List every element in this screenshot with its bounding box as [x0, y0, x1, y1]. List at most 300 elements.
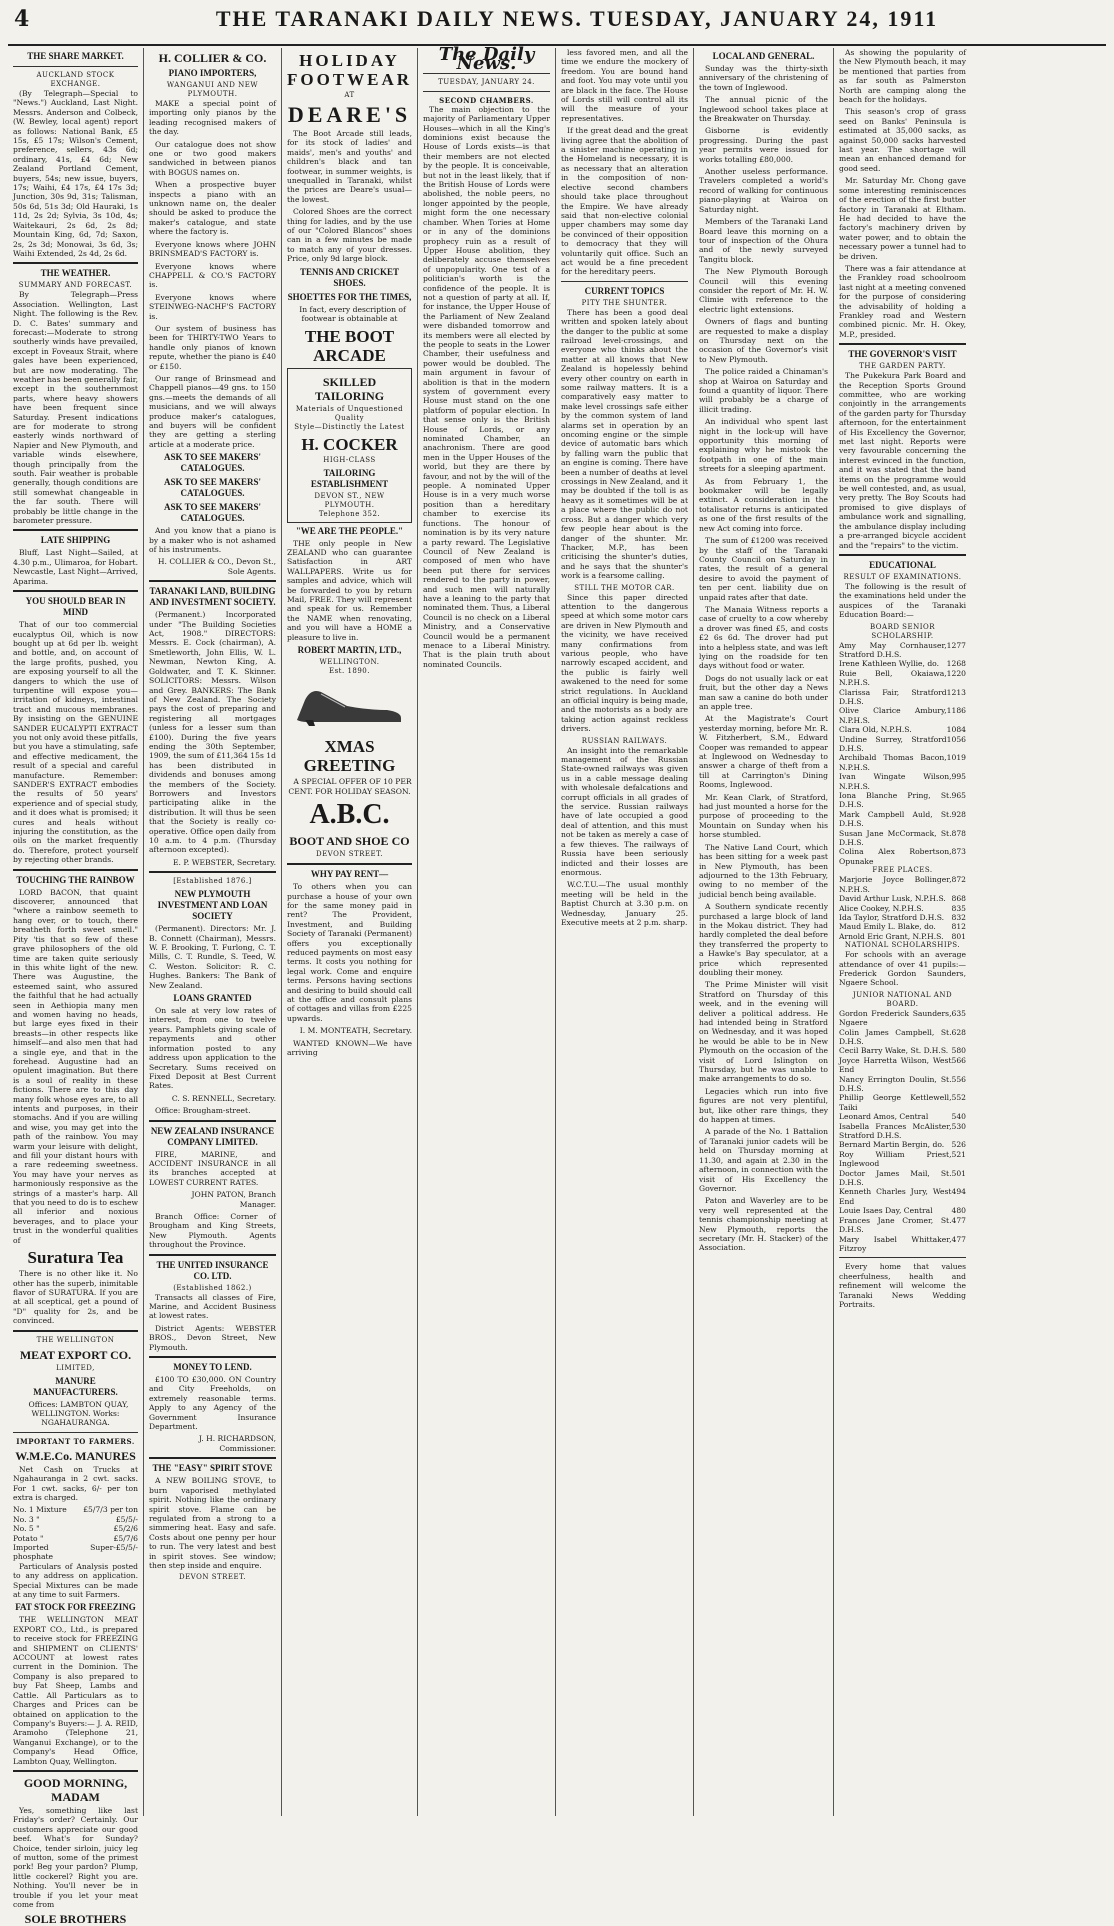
wctu-notice: W.C.T.U.—The usual monthly meeting will be held in the Baptist Church at 3.30 p.m. on Wednesday, January 25. Executive meets at 2 p.m. sharp.: [561, 880, 688, 927]
result-name: Isabella Frances McAlister, Stratford D.H.S.: [839, 1121, 952, 1141]
result-value: £5/2/6: [113, 1524, 138, 1534]
loans-heading: LOANS GRANTED: [173, 993, 252, 1004]
collier-p9: And you know that a piano is by a maker who is not ashamed of his instruments.: [149, 526, 276, 555]
result-row: [839, 1187, 966, 1206]
junior-national-list: [839, 1009, 966, 1254]
closing-line: Every home that values cheerfulness, health and refinement will welcome the Taranaki News Wedding Portraits.: [839, 1262, 966, 1309]
issue-date: TUESDAY, JANUARY 24.: [438, 77, 535, 86]
governor-visit-heading: THE GOVERNOR'S VISIT: [848, 349, 957, 360]
result-value: 566: [951, 1055, 966, 1065]
rent-sign: I. M. MONTEATH, Secretary.: [299, 1026, 412, 1036]
column-2: [144, 48, 282, 1816]
manure-heading: MANURE MANUFACTURERS.: [33, 1375, 118, 1397]
collier-p1: MAKE a special point of importing only pianos by the leading recognised makers of the day.: [149, 99, 276, 137]
tld-body: (Permanent.) Incorporated under "The Building Societies Act, 1908." DIRECTORS: Messrs. E. Cock (chairman), A. Smetleworth, John Ellis, W. L. Newman, Newton King, A. Goldwater, and T. K. Skinner. SOLICITORS: Messrs. Wilson and Grey. BANKERS: The Bank of New Zealand. The Society pays the cost of preparing and registering all mortgages (unless for a lesser sum than £100). During the five years ending the 30th September, 1909, the sum of £11,364 15s 1d has been distributed in dividends and bonuses among the members of the Society. Borrowers and Investors participating alike in the distribution. It will thus be seen that the Society is really co-operative. Office open daily from 10 a.m. to 4 p.m. (Thursday afternoon excepted).: [149, 610, 276, 855]
garden-party-heading: THE GARDEN PARTY.: [859, 362, 946, 371]
result-name: Frances Jane Cromer, St. D.H.S.: [839, 1215, 952, 1235]
collier-location: WANGANUI AND NEW PLYMOUTH.: [166, 81, 259, 98]
result-name: Roy William Priest, Inglewood: [839, 1149, 952, 1169]
collier-p6: Everyone knows where STEINWEG-NACHF'S FACTORY is.: [149, 292, 276, 321]
rent-heading: WHY PAY RENT—: [310, 869, 389, 880]
divider: [149, 1254, 276, 1256]
column-6: [694, 48, 834, 1816]
divider: [13, 590, 138, 592]
local-item: There was a fair attendance at the Frankley road schoolroom last night at a meeting convened for the purpose of considering the advisability of holding a Frankley road and Western combined picnic. Mr. H. Okey, M.P., presided.: [839, 263, 966, 339]
stock-exchange-subheading: AUCKLAND STOCK EXCHANGE.: [36, 71, 115, 88]
result-name: Gordon Frederick Saunders, Ngaere: [839, 1008, 952, 1028]
result-name: Ivan Wingate Wilson, N.P.H.S.: [839, 772, 952, 791]
nzi-sign: JOHN PATON, Branch Manager.: [191, 1190, 276, 1209]
divider: [287, 863, 412, 865]
nzi-heading: NEW ZEALAND INSURANCE COMPANY LIMITED.: [150, 1125, 275, 1147]
result-row: [839, 1046, 966, 1055]
result-name: Kenneth Charles Jury, West End: [839, 1187, 952, 1206]
established-1876: [Established 1876.]: [173, 877, 252, 886]
collier-sign: H. COLLIER & CO., Devon St., Sole Agents.: [157, 557, 276, 576]
local-item: Dogs do not usually lack or eat fruit, but the other day a News man saw a canine do both under an apple tree.: [699, 673, 828, 711]
result-value: 965: [951, 791, 966, 801]
divider: [839, 554, 966, 556]
result-name: Olive Clarice Ambury, N.P.H.S.: [839, 706, 947, 725]
result-name: Phillip George Kettlewell, Taiki: [839, 1093, 952, 1112]
result-value: 868: [951, 894, 966, 904]
local-item: Legacies which run into five figures are not very plentiful, but, like other rare things, they do happen at times.: [699, 1086, 828, 1125]
divider: [13, 1330, 138, 1332]
result-value: 540: [951, 1112, 966, 1122]
result-name: Archibald Thomas Bacon, N.P.H.S.: [839, 753, 947, 772]
nzi-body: FIRE, MARINE, and ACCIDENT INSURANCE in all its branches accepted at LOWEST CURRENT RATES.: [149, 1149, 276, 1187]
discount-line: A SPECIAL OFFER OF 10 PER CENT. FOR HOLIDAY SEASON.: [288, 777, 412, 796]
collier-p3: When a prospective buyer inspects a piano with an unknown name on, the dealer should be asked to produce the maker's catalogue, and state where the factory is.: [149, 180, 276, 237]
result-value: 526: [951, 1140, 966, 1150]
result-row: [839, 1075, 966, 1094]
local-item: At the Magistrate's Court yesterday morning, before Mr. R. W. Fitzherbert, S.M., Edward Cooper was remanded to appear at Inglewood on Wednesday to answer a charge of theft from a till at Carrington's Dining Rooms, Inglewood.: [699, 714, 828, 790]
deares-p3: In fact, every description of footwear is obtainable at: [299, 304, 406, 324]
martin-heading: ROBERT MARTIN, LTD.,: [297, 644, 402, 655]
current-topics-heading: CURRENT TOPICS: [584, 285, 665, 296]
united-body: Transacts all classes of Fire, Marine, and Accident Business at lowest rates.: [149, 1292, 276, 1321]
result-value: 872: [951, 875, 966, 885]
tld-sign: E. P. WEBSTER, Secretary.: [172, 857, 276, 867]
meat-export-sub: LIMITED,: [56, 1363, 95, 1372]
local-item: The sum of £1200 was received by the staff of the Taranaki County Council on Saturday in rates, the result of a general desire to avoid the payment of ten per cent. liability due on unpaid rates after that date.: [699, 536, 828, 602]
exam-results-heading: RESULT OF EXAMINATIONS.: [843, 572, 962, 581]
result-name: Mary Isabel Whittaker, Fitzroy: [839, 1234, 952, 1253]
result-row: [839, 922, 966, 931]
second-chambers-body: The main objection to the majority of Parliamentary Upper Houses—which in all the King's dominions exist because the House of Lords exists—is that their members are not elected by the people. It is conceivable, but not in the least likely, that if the British House of Lords were abolished, the noble peers, no longer appointed by the people, might form the one necessary chamber. When Tories at Home or in any of the dominions prophecy ruin as a result of Upper House abolition, they deliberately accuse themselves of unpopularity. One test of a politician's worth is the confidence of the people. It is not a question of party at all. If, for instance, the Upper House of the Parliament of New Zealand were disbanded tomorrow and its members were all elected by the people to seats in the Lower Chamber, their usefulness and power would be doubled. The main argument in favour of abolition is that in the modern system of government every House must stand on the one platform of popular election. In that sense only is the British House of Lords, or any nominated Chamber, an anachronism. There are good men in the Upper Houses of the world, but they are there by favour, and not by the will of the people. A nominated Upper House is in a very much worse position than a hereditary chamber to exercise its functions. The honour of nomination is by its very nature a party reward. The Legislative Council of New Zealand is composed of men who have been put there for services rendered to the party in power, and such men will naturally have a leaning to the party that nominated them. Thus, a Liberal Council is no check on a Liberal Ministry, and a Conservative Council would be a permanent menace to a Liberal Ministry. That is the plain truth about nominated Councils.: [423, 104, 550, 669]
result-row: [839, 1235, 966, 1254]
result-name: Potato ": [13, 1533, 44, 1543]
result-row: [839, 1169, 966, 1188]
free-places-list: [839, 875, 966, 941]
result-name: Joyce Harretta Wilson, West End: [839, 1055, 952, 1075]
result-row: [13, 1524, 138, 1533]
style-line: Style—Distinctly the Latest: [294, 422, 405, 431]
deares-p1: The Boot Arcade still leads, for its stock of ladies' and maids', men's and youths' and children's black and tan footwear, in summer weights, is unequalled in Taranaki, whilst the prices are Deare's usual—the lowest.: [287, 129, 412, 204]
people-heading: "WE ARE THE PEOPLE.": [295, 525, 404, 536]
result-name: No. 3 ": [13, 1514, 40, 1524]
result-name: Amy May Cornhauser, Stratford D.H.S.: [839, 640, 947, 659]
result-value: 995: [951, 772, 966, 782]
farmers-heading: IMPORTANT TO FARMERS.: [16, 1436, 135, 1446]
result-value: 521: [951, 1149, 966, 1159]
local-item: A Southern syndicate recently purchased a large block of land in the Mokau district. They had hardly completed the deal before they transferred the property to a Hawke's Bay speculator, at a price which represented doubling their money.: [699, 902, 828, 977]
result-row: [13, 1543, 138, 1562]
share-market-heading: THE SHARE MARKET.: [27, 51, 124, 61]
national-scholarships-body: For schools with an average attendance of over 41 pupils:—Frederick Gordon Saunders, Ngaere School.: [839, 950, 966, 988]
result-name: Louie Isaes Day, Central: [839, 1206, 933, 1216]
mixture-price-list: [13, 1505, 138, 1561]
easy-stove-body: A NEW BOILING STOVE, to burn vaporised methylated spirit. Nothing like the ordinary spirit stove. Flame can be regulated from a strong to a simmering heat. Easy and safe. Costs about one penny per hour to run. The very latest and best in spirit stoves. See window; then step inside and enquire.: [149, 1476, 276, 1570]
catalogues-line-1: ASK TO SEE MAKERS' CATALOGUES.: [164, 452, 261, 474]
catalogues-line-2: ASK TO SEE MAKERS' CATALOGUES.: [164, 477, 261, 499]
divider: [561, 281, 688, 282]
shipping-body: Bluff, Last Night—Sailed, at 4.30 p.m., Ulimaroa, for Hobart. Newcastle, Last Night—Arrived, Aparima.: [13, 548, 138, 586]
result-row: [839, 810, 966, 829]
result-row: [839, 1150, 966, 1169]
nzi-office: Branch Office: Corner of Brougham and King Streets, New Plymouth. Agents throughout the Province.: [149, 1211, 276, 1250]
column-1: [8, 48, 144, 1926]
meat-offices: Offices: LAMBTON QUAY, WELLINGTON. Works: NGAHAURANGA.: [28, 1399, 129, 1428]
masthead-title: THE TARANAKI DAILY NEWS. TUESDAY, JANUARY 24, 1911: [215, 6, 939, 31]
local-item: The Native Land Court, which has been sitting for a week past in New Plymouth, has been adjourned to the 13th February, owing to no member of the judicial bench being available.: [699, 842, 828, 899]
paper-name: The Daily News.: [438, 44, 535, 75]
result-value: 635: [951, 1008, 966, 1018]
suratura-heading: Suratura Tea: [27, 1248, 124, 1268]
senior-scholarship-heading: BOARD SENIOR SCHOLARSHIP.: [870, 622, 935, 640]
result-row: [13, 1534, 138, 1543]
meat-pre: THE WELLINGTON: [36, 1335, 115, 1344]
result-value: 530: [951, 1121, 966, 1131]
abc-subheading: BOOT AND SHOE CO: [289, 834, 410, 849]
loans-body: On sale at very low rates of interest, from one to twelve years. Pamphlets giving scale of repayments and other information posted to any address upon application to the Secretary. Sums received on Fixed Deposit at Best Current Rates.: [149, 1006, 276, 1091]
devon-line: DEVON ST., NEW PLYMOUTH.: [314, 491, 385, 509]
local-item: A parade of the No. 1 Battalion of Taranaki junior cadets will be held on Thursday morning at 11.30, and again at 2.30 in the afternoon, in connection with the visit of His Excellency the Governor.: [699, 1127, 828, 1193]
collier-sub: PIANO IMPORTERS,: [168, 68, 257, 78]
result-value: 1213: [946, 687, 966, 697]
local-item: The Prime Minister will visit Stratford on Thursday of this week, and in the evening will deliver a political address. He had intended being in Stratford on Wednesday, and it was hoped he would be able to be in New Plymouth on the occasion of the visit of Lord Islington on Thursday, but he was unable to make arrangements to do so.: [699, 980, 828, 1084]
result-row: [839, 1140, 966, 1149]
result-value: £5/5/-: [115, 1514, 138, 1524]
result-name: David Arthur Lusk, N.P.H.S.: [839, 894, 946, 904]
pity-shunter-body: There has been a good deal written and spoken lately about the danger to the public at some railroad level-crossings, and everyone who thinks about the matter at all knows that New Zealand is hopelessly behind every other country on earth in some railway matters. It is a comparatively easy matter to make level crossings safe either by the common system of land alarms set in operation by an oncoming engine or the simple device of automatic bars which by falling warn the public that an engine is coming. There have been a number of deaths at level crossings in New Zealand, and it may be doubted if the toll is as heavy as it sometimes will be at a place where the public do not cross. But a danger which very few people hear about is the danger of the shunter. Mr. Thacker, M.P., has been criticising the shunter's duties, and he says that the shunter's work is a fearsome calling.: [561, 307, 688, 581]
local-item: Paton and Waverley are to be very well represented at the tennis championship meeting at New Plymouth, reports the secretary (Mr. H. Stacker) of the Association.: [699, 1196, 828, 1253]
divider: [13, 529, 138, 531]
masthead: [8, 6, 1106, 46]
local-item: Gisborne is evidently progressing. During the past year permits were issued for works totalling £80,000.: [699, 126, 828, 164]
divider: [13, 1770, 138, 1772]
collier-p2: Our catalogue does not show one or two good makers sandwiched in between pianos with BOGUS names on.: [149, 139, 276, 177]
result-row: [839, 688, 966, 707]
local-item: The annual picnic of the Inglewood school takes place at the Breakwater on Thursday.: [699, 95, 828, 124]
divider: [149, 871, 276, 873]
result-name: Colin James Campbell, St. D.H.S.: [839, 1027, 952, 1046]
result-name: Clarissa Fair, Stratford D.H.S.: [839, 687, 947, 706]
result-name: Leonard Amos, Central: [839, 1112, 929, 1122]
result-value: 1277: [946, 640, 966, 650]
united-established: (Established 1862.): [173, 1283, 252, 1292]
result-value: 501: [951, 1168, 966, 1178]
result-value: 1084: [946, 725, 966, 735]
result-row: [839, 725, 966, 734]
result-name: Undine Surrey, Stratford D.H.S.: [839, 734, 947, 753]
second-chambers-heading: SECOND CHAMBERS.: [439, 95, 534, 105]
local-item: The New Plymouth Borough Council will this evening consider the report of Mr. H. W. Climie with reference to the electric light extensions.: [699, 267, 828, 314]
good-morning-body: Yes, something like last Friday's order? Certainly. Our customers appreciate our good beef. What's for Sunday? Choice, tender sirloin, juicy leg of mutton, some of the primest pork! Beg your pardon? Plump, little cockerel? Right you are. Nothing. You'll never be in trouble if you let your meat come from: [13, 1805, 138, 1909]
weather-heading: THE WEATHER.: [40, 268, 111, 279]
divider: [149, 1120, 276, 1122]
result-value: 552: [951, 1093, 966, 1103]
result-name: Bernard Martin Bergin, do.: [839, 1140, 945, 1150]
suratura-body: There is no other like it. No other has the superb, inimitable flavor of SURATURA. If you are at all sceptical, get a pound of "D" quality for 2s, and be convinced.: [13, 1269, 138, 1326]
result-row: [839, 932, 966, 941]
local-item: Owners of flags and bunting are requested to make a display on Thursday next on the occasion of the Governor's visit to New Plymouth.: [699, 317, 828, 364]
result-name: Iona Blanche Pring, St. D.H.S.: [839, 791, 952, 810]
collier-p5: Everyone knows where CHAPPELL & CO.'S FACTORY is.: [149, 261, 276, 290]
at-label: AT: [344, 91, 355, 99]
meat-export-heading: MEAT EXPORT CO.: [19, 1347, 132, 1362]
highclass-line: HIGH-CLASS: [323, 455, 376, 464]
result-name: Imported Super-phosphate: [13, 1543, 116, 1562]
npi-heading: NEW PLYMOUTH INVESTMENT AND LOAN SOCIETY: [157, 889, 268, 922]
local-item: Mr. Saturday Mr. Chong gave some interesting reminiscences of the erection of the first butter factory in Taranaki at Eltham. He had decided to have the factory's machinery driven by water power, and to obtain the necessary power a tunnel had to be driven.: [839, 176, 966, 261]
russian-railways-body: An insight into the remarkable management of the Russian State-owned railways was given us in a cable message dealing with wholesale defalcations and corrupt officials in all grades of the service. Russian railways have of late occupied a good deal of attention, and this must not be taken as merely a case of a few thieves. The railways of Russia have been seriously indicted and their losses are enormous.: [561, 745, 688, 877]
result-row: [839, 1028, 966, 1047]
fat-stock-body: THE WELLINGTON MEAT EXPORT CO., Ltd., is prepared to receive stock for FREEZING and SHIPMENT on CLIENTS' ACCOUNT at lowest rates current in the Dominion. The Company is also prepared to buy Fat Sheep, Lambs and Cattle. All Particulars as to Charges and Prices can be obtained on application to the Company's Buyers:— J. A. REID, Aramoho (Telephone 21, Wanganui Exchange), or to the Company's Head Office, Lambton Quay, Wellington.: [13, 1615, 138, 1766]
good-morning-heading: GOOD MORNING, MADAM: [23, 1775, 128, 1804]
result-value: £5/5/-: [115, 1543, 138, 1552]
result-value: 556: [951, 1074, 966, 1084]
result-name: Cecil Barry Wake, St. D.H.S.: [839, 1046, 949, 1056]
martin-location: WELLINGTON.: [319, 657, 380, 666]
result-row: [839, 1056, 966, 1075]
result-name: No. 5 ": [13, 1524, 40, 1534]
collier-p7: Our system of business has been for THIRTY-TWO Years to handle only pianos of known repute, whether the piano is £40 or £150.: [149, 323, 276, 371]
result-row: [839, 659, 966, 668]
result-row: [839, 1122, 966, 1141]
local-item: The Manaia Witness reports a case of cruelty to a cow whereby a drover was fined £5, and costs £2 6s 6d. The drover had put into a helpless state, and was left lying on the roadside for ten days without food or water.: [699, 604, 828, 671]
result-row: [13, 1505, 138, 1514]
result-value: 1220: [946, 668, 966, 678]
bear-in-mind-heading: YOU SHOULD BEAR IN MIND: [25, 596, 126, 618]
deares-p2: Colored Shoes are the correct thing for ladies, and by the use of our "Colored Blancos" shoes can in a few minutes be made to match any of your dresses. Price, only 9d large block.: [287, 207, 412, 264]
bear-in-mind-body: That of our too commercial eucalyptus Oil, which is now bought up at 6d per lb. weight and bottle, and, on account of the large profits, pushed, you are exposing yourself to all the dangers to which the use of turpentine will expose you—irritation of kidneys, intestinal tract and mucous membranes. By insisting on the GENUINE SANDER EUCALYPTI EXTRACT you not only avoid these pitfalls, but you have a stimulating, safe and effective medicament, the result of a special and careful manufacture. Remember: SANDER'S EXTRACT embodies the results of 50 years' experience and of special study, and it does what is promised; it cures and heals without injuring the constitution, as the oils on the market frequently do. Therefore, protect yourself by rejecting other brands.: [13, 620, 138, 865]
materials-line: Materials of Unquestioned Quality: [295, 404, 404, 422]
result-row: [839, 735, 966, 754]
result-value: 812: [951, 922, 966, 932]
money-heading: MONEY TO LEND.: [173, 1362, 252, 1373]
result-row: [839, 1206, 966, 1215]
divider: [13, 66, 138, 67]
result-name: Clara Old, N.P.H.S.: [839, 725, 912, 735]
tennis-heading: TENNIS AND CRICKET SHOES.: [299, 266, 400, 288]
local-general-heading: LOCAL AND GENERAL.: [712, 51, 815, 61]
result-value: 873: [951, 847, 966, 857]
establishment-line: TAILORING ESTABLISHMENT: [310, 467, 389, 489]
cocker-name: H. COCKER: [301, 434, 398, 454]
fat-stock-heading: FAT STOCK FOR FREEZING: [15, 1602, 136, 1613]
result-row: [839, 791, 966, 810]
result-row: [13, 1515, 138, 1524]
result-row: [839, 1009, 966, 1028]
result-value: 580: [951, 1046, 966, 1056]
result-row: [839, 772, 966, 791]
cocker-advert: [287, 368, 412, 523]
result-row: [839, 894, 966, 903]
result-value: 1056: [946, 734, 966, 744]
column-3: [282, 48, 418, 1816]
money-sign: J. H. RICHARDSON, Commissioner.: [198, 1434, 276, 1453]
result-row: [839, 706, 966, 725]
divider: [13, 262, 138, 264]
result-row: [839, 904, 966, 913]
divider: [13, 869, 138, 871]
result-value: 801: [951, 931, 966, 941]
result-value: 835: [951, 903, 966, 913]
local-item: The police raided a Chinaman's shop at Wairoa on Saturday and found a quantity of liquor. There will probably be a charge of illicit trading.: [699, 367, 828, 414]
result-name: Arnold Eric Grant, N.P.H.S.: [839, 931, 944, 941]
result-value: 494: [951, 1187, 966, 1197]
pity-shunter-heading: PITY THE SHUNTER.: [581, 298, 668, 307]
result-name: Susan Jane McCormack, St. D.H.S.: [839, 828, 952, 848]
senior-scholarship-list: [839, 641, 966, 867]
exam-intro: The following is the result of the examinations held under the auspices of the Taranaki Education Board:—: [839, 581, 966, 620]
governor-visit-body: The Pukekura Park Board and the Reception Sports Ground committee, who are working conjointly in the arrangements of the garden party for Thursday afternoon, for the entertainment of His Excellency the Governor, met last night. Reports were very favourable concerning the interest evinced in the function, and it was stated that the band items on the programme would be well contested, and, as usual, very pretty. The Boy Scouts had promised to give displays of ambulance work and signalling, the ambulance display including a pre-arranged bicycle accident and the "repairs" to the victim.: [839, 371, 966, 550]
local-item: Mr. Kean Clark, of Stratford, had just mounted a horse for the purpose of proceeding to the Mountain on Sunday when his horse stumbled.: [699, 792, 828, 840]
result-name: Ida Taylor, Stratford D.H.S.: [839, 912, 945, 922]
forecast-subheading: SUMMARY AND FORECAST.: [18, 281, 133, 290]
result-value: 1268: [946, 659, 966, 669]
result-value: 477: [951, 1215, 966, 1225]
money-body: £100 TO £30,000. ON Country and City Freeholds, on extremely reasonable terms. Apply to any Agency of the Government Insurance Department.: [149, 1375, 276, 1432]
analysis-note: Particulars of Analysis posted to any address on application. Special Mixtures can be made at any time to suit Farmers.: [13, 1561, 138, 1600]
boot-arcade-heading: THE BOOT ARCADE: [304, 326, 395, 365]
catalogues-line-3: ASK TO SEE MAKERS' CATALOGUES.: [164, 502, 261, 524]
office-line: Office: Brougham-street.: [155, 1106, 251, 1116]
result-name: Irene Kathleen Wyllie, do.: [839, 659, 940, 669]
result-value: 628: [951, 1027, 966, 1037]
easy-stove-heading: THE "EASY" SPIRIT STOVE: [152, 1463, 273, 1474]
share-market-body: (By Telegraph—Special to "News.") Auckland, Last Night. Messrs. Anderson and Colbeck, (W. Bewley, local agent) report as follows: National Bank, £5 15s, £5 17s; Wilson's Cement, preference, sellers, 43s 6d; ordinary, 41s, £4 6d; New Zealand Portland Cement, buyers, 54s; new issue, buyers, 17s; Waihi, £4 17s, £4 17s 3d; Junction, 30s 9d, 31s; Talisman, 50s 6d, 51s 3d; Old Hauraki, 1s 11d, 2s 2d; Sylvia, 3s 10d, 4s; Waitekauri, 2s 6d, 2s 8d; Mountain King, 6d, 7d; Saxon, 2s, 2s 3d; Monowai, 3s 6d, 3s; Waihi Extended, 2s 4d, 2s 6d.: [13, 89, 138, 258]
divider: [839, 343, 966, 345]
result-row: [839, 669, 966, 688]
russian-railways-heading: RUSSIAN RAILWAYS.: [581, 736, 668, 745]
divider: [149, 1457, 276, 1459]
wanted-line: WANTED KNOWN—We have arriving: [287, 1038, 412, 1058]
result-name: Doctor James Mail, St. D.H.S.: [839, 1168, 952, 1188]
free-places-heading: FREE PLACES.: [872, 866, 933, 875]
sole-brothers: SOLE BROTHERS: [24, 1912, 127, 1926]
ladies-shoe-illustration: [287, 680, 407, 728]
divider: [13, 1432, 138, 1433]
divider: [839, 1257, 966, 1258]
martin-established: Est. 1890.: [328, 666, 370, 675]
result-name: No. 1 Mixture: [13, 1505, 67, 1515]
divider: [149, 1356, 276, 1358]
local-item: An individual who spent last night in the lock-up will have opportunity this morning of explaining why he mistook the footpath in one of the main streets for a sleeping apartment.: [699, 417, 828, 474]
united-heading: THE UNITED INSURANCE CO. LTD.: [156, 1259, 269, 1281]
local-item: As showing the popularity of the New Plymouth beach, it may be mentioned that parties from as far south as Palmerston North are camping along the beach for the holidays.: [839, 48, 966, 105]
column-5: [556, 48, 694, 1816]
collier-p8: Our range of Brinsmead and Chappell pianos—49 gns. to 150 gns.—meets the demands of all musicians, and we will always produce maker's catalogues, and buyers will be confident they are getting a sterling article at a moderate price.: [149, 373, 276, 449]
local-item: This season's crop of grass seed on Banks' Peninsula is estimated at 35,000 sacks, as against 50,000 sacks harvested last year. The shortage will mean an enhanced demand for good seed.: [839, 107, 966, 173]
national-scholarships-heading: NATIONAL SCHOLARSHIPS.: [844, 941, 961, 950]
result-name: Marjorie Joyce Bollinger, N.P.H.S.: [839, 875, 952, 894]
result-row: [839, 847, 966, 866]
npi-body: (Permanent). Directors: Mr. J. B. Connett (Chairman), Messrs. W. F. Brooking, T. Furlong, C. T. Mills, C. T. Rundle, S. Teed, W. C. Weston. Solicitor: R. C. Hughes. Bankers: The Bank of New Zealand.: [149, 924, 276, 990]
result-value: £5/7/3 per ton: [83, 1505, 138, 1515]
result-name: Mark Campbell Auld, St. D.H.S.: [839, 809, 952, 829]
divider: [423, 91, 550, 92]
deares-heading: DEARE'S: [287, 102, 412, 127]
result-value: 1019: [946, 753, 966, 763]
result-row: [839, 913, 966, 922]
result-name: Ruie Bell, Okaiawa, N.P.H.S.: [839, 668, 947, 688]
divider: [149, 580, 276, 582]
educational-heading: EDUCATIONAL: [869, 559, 936, 570]
result-row: [839, 1112, 966, 1121]
abc-location: DEVON STREET.: [315, 850, 384, 859]
result-row: [839, 1216, 966, 1235]
result-value: 928: [951, 809, 966, 819]
shipping-heading: LATE SHIPPING: [40, 535, 111, 546]
result-name: Nancy Errington Doulin, St. D.H.S.: [839, 1074, 952, 1093]
result-row: [839, 829, 966, 848]
columns: [8, 44, 1106, 1926]
local-item: Another useless performance. Travelers completed a world's record of walking for continuous piano-playing at Wairoa on Saturday night.: [699, 167, 828, 214]
editorial-p1: If the great dead and the great living agree that the abolition of a sinister machine operating in the Homeland is necessary, it is as necessary that an alteration in the composition of non-elective second chambers should take place throughout the Empire. We have already said that non-elective colonial upper chambers may some day be convinced of their opposition to democracy that they will voluntarily quit office. Such an act would be a fine precedent for the hereditary peers.: [561, 126, 688, 277]
weather-body: By Telegraph—Press Association. Wellington, Last Night. The following is the Rev. D. C. Bates' summary and forecast:—Moderate to strong southerly winds have prevailed, except in Foveaux Strait, where gales have been experienced, but are now moderating. The weather has been generally fair, except in the southernmost parts, where heavy showers have been frequent since Saturday. Present indications are for moderate to strong easterly winds northward of Napier and New Plymouth, and variable winds elsewhere, though principally from the south. Fair weather is probable generally, though conditions are still somewhat changeable in the far south. There will probably be little change in the barometer pressure.: [13, 290, 138, 526]
telephone-line: Telephone 352.: [318, 509, 381, 518]
result-name: Maud Emily L. Blake, do.: [839, 922, 936, 932]
rainbow-body: LORD BACON, that quaint discoverer, announced that "where a rainbow seemeth to hang over, or to touch, there breatheth forth sweet smell." Pity 'tis that so few of these grave philosophers of the old time are taken quite seriously in this white light of the new. There was Augustine, the esteemed saint, who assured the faithful that he had actually seen in Aethiopia many men and women having no heads, but large eyes fixed in their breasts—in other respects like himself—and also men that had a single eye, and that in the forehead. Augustine had an opulent imagination. But there is a soul of reality in these fictions. There are to this day many folk whose eyes are, to all intents and purposes, in their stomachs. And if you are willing and wise, you may get into the path of the rainbow. You may warm your leisure with delight, and fill your distant hours with a rare redeeming sweetness. You may have your nerves as harmoniously responsive as the strings of a master's harp. All that you need to do is to eschew all inferior and noxious beverages, and to place your trust in the wonderful qualities of: [13, 887, 138, 1245]
holiday-footwear-heading: HOLIDAY FOOTWEAR: [287, 51, 413, 89]
collier-p4: Everyone knows where JOHN BRINSMEAD'S FACTORY is.: [149, 239, 276, 259]
people-body: THE only people in New ZEALAND who can guarantee Satisfaction in ART WALLPAPERS. Write us for samples and advice, which will be forwarded to you by return Mail, FREE. They will represent and speak for us. Remember the NAME when renovating, and you will have a HOME a pleasure to live in.: [287, 538, 412, 642]
result-value: 480: [951, 1206, 966, 1216]
motor-car-body: Since this paper directed attention to the dangerous speed at which some motor cars are driven in New Plymouth and the vicinity, we have received many confirmations from various people, who have narrowly escaped accident, and the public is fairly well awakened to the need for some strict regulations. In Auckland an official inquiry is being made, and the motorists as a body are taking action against reckless drivers.: [561, 592, 688, 734]
united-agents: District Agents: WEBSTER BROS., Devon Street, New Plymouth.: [149, 1323, 276, 1352]
junior-national-heading: JUNIOR NATIONAL AND BOARD.: [852, 990, 953, 1008]
editorial-continued: less favored men, and all the time we endure the mockery of freedom. You are bound hand and foot. You may vote until you are black in the face. The House of Lords still will control all its will the measure of your representatives.: [561, 48, 688, 123]
motor-car-heading: STILL THE MOTOR CAR.: [574, 583, 675, 592]
result-value: 832: [951, 912, 966, 922]
result-row: [839, 1093, 966, 1112]
loans-sign: C. S. RENNELL, Secretary.: [171, 1093, 276, 1103]
abc-heading: A.B.C.: [309, 799, 390, 831]
result-row: [839, 875, 966, 894]
rent-body: To others when you can purchase a house of your own for the same money paid in rent? The Provident, Investment, and Building Society of Taranaki (Permanent) offers you exceptionally reduced payments on most easy terms. It costs you nothing for legal work. Come and enquire terms. Persons having sections and desiring to build should call at the office and consult plans of cottages and villas from £225 upwards.: [287, 882, 412, 1023]
result-value: 477: [951, 1234, 966, 1244]
column-7: [834, 48, 971, 1816]
skilled-tailoring: SKILLED TAILORING: [314, 374, 385, 403]
column-4: [418, 44, 556, 1816]
local-item: As from February 1, the bookmaker will be legally extinct. A consideration in the totalisator returns is anticipated as one of the first results of the new Act coming into force.: [699, 476, 828, 533]
local-item: Sunday was the thirty-sixth anniversary of the christening of the town of Inglewood.: [699, 64, 828, 92]
result-name: Alice Cookey, N.P.H.S.: [839, 903, 924, 913]
xmas-greeting: XMAS GREETING: [303, 737, 396, 776]
result-row: [839, 641, 966, 660]
result-value: 878: [951, 828, 966, 838]
local-item: Members of the Taranaki Land Board leave this morning on a tour of inspection of the Ohura and of the newly surveyed Tangitu block.: [699, 217, 828, 264]
rainbow-heading: TOUCHING THE RAINBOW: [16, 874, 135, 885]
result-row: [839, 753, 966, 772]
wmeco-heading: W.M.E.Co. MANURES: [15, 1448, 136, 1463]
wmeco-body: Net Cash on Trucks at Ngahauranga in 2 cwt. sacks. For 1 cwt. sacks, 6/- per ton extra is charged.: [13, 1464, 138, 1502]
result-value: £5/7/6: [113, 1533, 138, 1543]
collier-heading: H. COLLIER & CO.: [158, 51, 267, 65]
result-name: Colina Alex Robertson, Opunake: [839, 847, 952, 866]
